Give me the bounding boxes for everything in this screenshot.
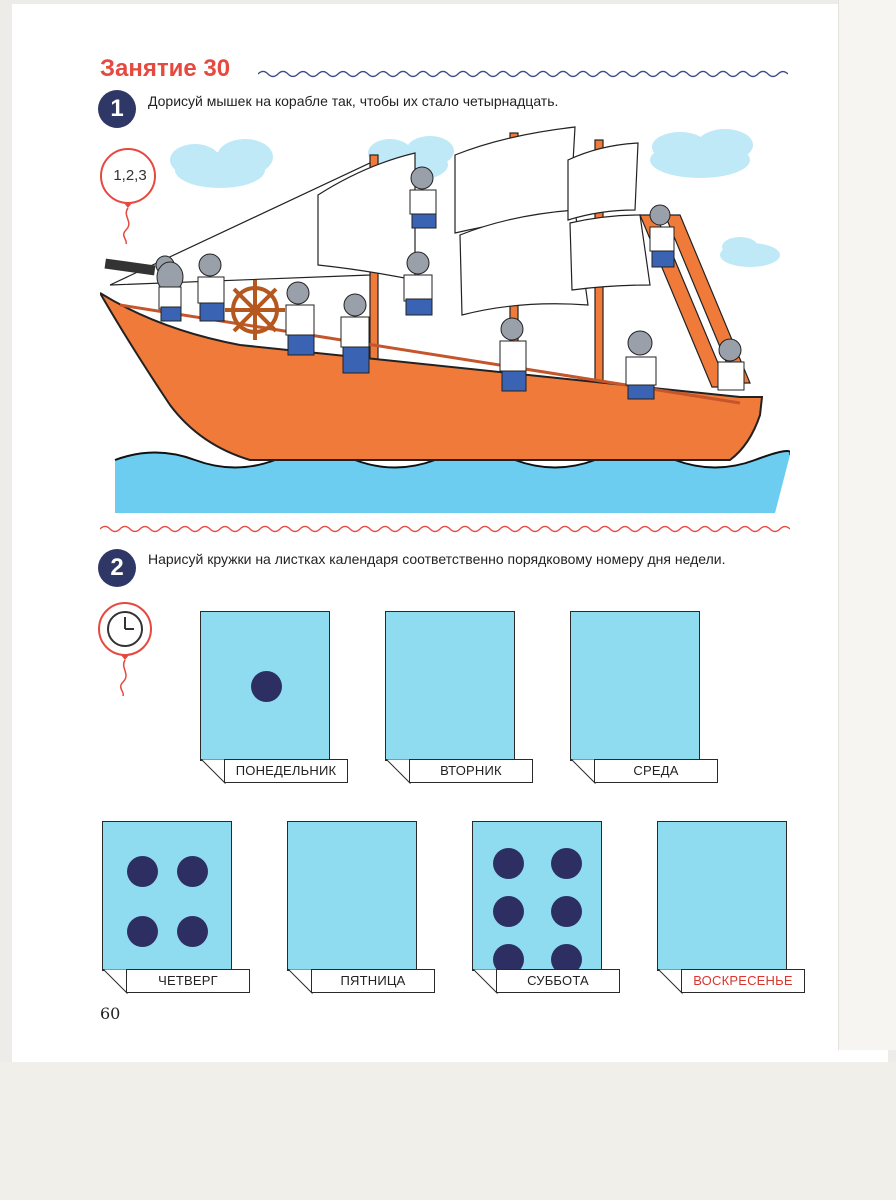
telescope-icon [105,259,156,276]
page-curl-icon [102,969,128,995]
title-divider [258,68,788,80]
page-curl-icon [472,969,498,995]
calendar-sheet[interactable] [287,821,417,971]
count-dot [493,848,524,879]
calendar-card [200,611,348,783]
calendar-card [472,821,620,993]
count-dot [551,848,582,879]
day-label: ПОНЕДЕЛЬНИК [224,759,348,783]
count-dot [177,856,208,887]
counting-balloon-label: 1,2,3 [113,167,147,184]
calendar-card [570,611,718,783]
scan-bottom-margin [0,1062,896,1200]
clock-icon [96,602,160,698]
calendar-card [657,821,805,993]
task-2-text: Нарисуй кружки на листках календаря соответственно порядковому номеру дня недели. [148,551,726,567]
day-label: СРЕДА [594,759,718,783]
count-dot [251,671,282,702]
calendar-sheet[interactable] [385,611,515,761]
task-1-text: Дорисуй мышек на корабле так, чтобы их стало четырнадцать. [148,93,559,109]
count-dot [551,896,582,927]
calendar-sheet[interactable] [570,611,700,761]
steering-wheel-icon [225,280,285,340]
calendar-sheet[interactable] [102,821,232,971]
page-curl-icon [287,969,313,995]
count-dot [127,856,158,887]
page-edge [838,0,896,1050]
page-curl-icon [570,759,596,785]
calendar-card [102,821,250,993]
day-label: ВТОРНИК [409,759,533,783]
count-dot [493,896,524,927]
task-2-number: 2 [98,549,136,587]
calendar-sheet[interactable] [657,821,787,971]
section-divider [100,523,790,535]
page-curl-icon [657,969,683,995]
page-number: 60 [100,1004,121,1023]
calendar-sheet[interactable] [200,611,330,761]
count-dot [177,916,208,947]
task-1-number: 1 [98,90,136,128]
calendar-card [385,611,533,783]
calendar-card [287,821,435,993]
page-curl-icon [200,759,226,785]
day-label: СУББОТА [496,969,620,993]
count-dot [127,916,158,947]
day-label: ВОСКРЕСЕНЬЕ [681,969,805,993]
day-label: ЧЕТВЕРГ [126,969,250,993]
ship-illustration [100,115,790,520]
page-curl-icon [385,759,411,785]
lesson-title: Занятие 30 [100,55,231,82]
calendar-sheet[interactable] [472,821,602,971]
day-label: ПЯТНИЦА [311,969,435,993]
